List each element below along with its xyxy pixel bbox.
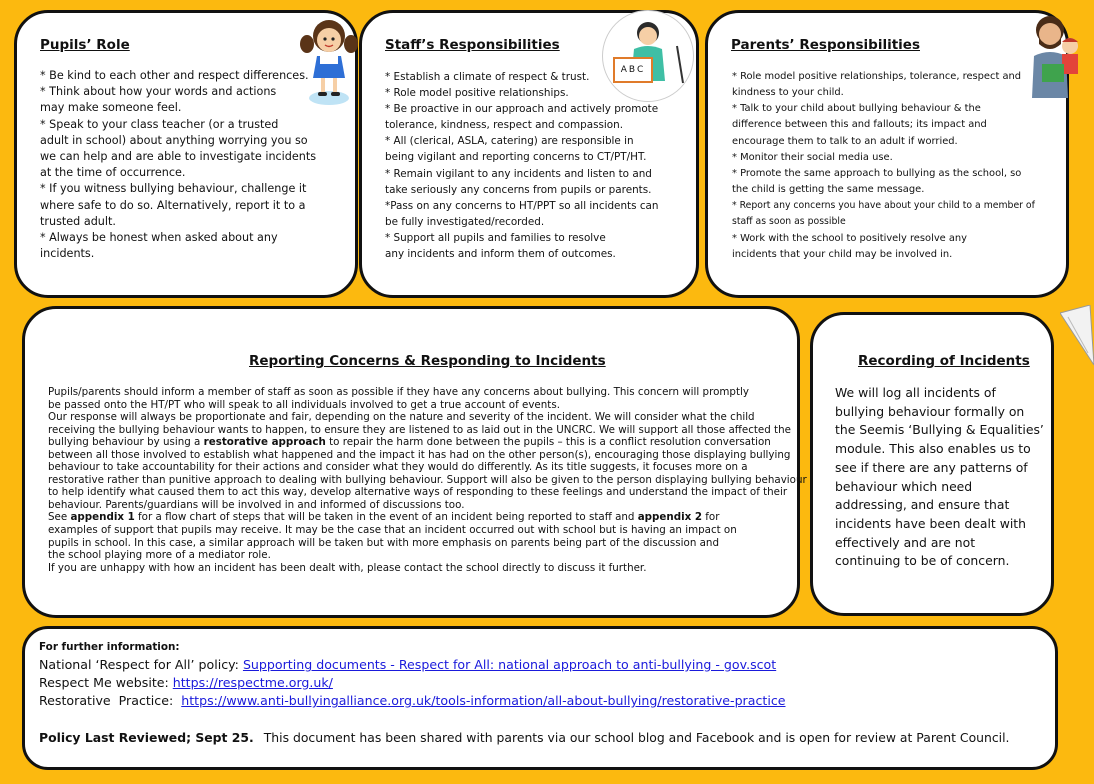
reporting-text: See [48, 511, 71, 524]
pupils-role-title: Pupils’ Role [40, 37, 130, 53]
restorative-approach-term: restorative approach [203, 436, 326, 449]
reporting-concerns-title: Reporting Concerns & Responding to Incidents [249, 353, 606, 369]
reporting-line: If you are unhappy with how an incident has been dealt with, please contact the school directly to discuss it further. [48, 561, 647, 574]
pupils-line: * Be kind to each other and respect differences. [40, 69, 309, 82]
staff-line: * Be proactive in our approach and actively promote [385, 103, 659, 116]
staff-line: * Remain vigilant to any incidents and listen to and [385, 167, 652, 180]
pupils-line: we can help and are able to investigate incidents [40, 150, 317, 164]
recording-incidents-panel [810, 312, 1054, 616]
pupils-line: * If you witness bullying behaviour, challenge it [40, 182, 307, 196]
parents-line: the child is getting the same message. [732, 184, 925, 196]
parent-child-illustration [1026, 8, 1088, 98]
recording-line: the Seemis ‘Bullying & Equalities’ [835, 422, 1044, 438]
pupils-role-list [40, 68, 316, 262]
recording-line: bullying behaviour formally on [835, 403, 1025, 419]
reporting-line: examples of support that pupils may receive. It may be the case that an incident occurred out with school but is having an impact on [48, 524, 737, 537]
staff-responsibilities-title: Staff’s Responsibilities [385, 37, 560, 53]
respectme-link[interactable]: https://respectme.org.uk/ [172, 675, 333, 690]
staff-line: be fully investigated/recorded. [385, 215, 545, 228]
abc-board: ABC [613, 57, 653, 83]
reporting-text: for a flow chart of steps that will be taken in the event of an incident being reported to staff and [134, 511, 638, 524]
respectme-row [39, 674, 786, 692]
reporting-line: restorative rather than punitive approach to dealing with bullying behaviour. Support will also be given to the person displaying bullying behaviour [48, 473, 807, 486]
parents-line: * Report any concerns you have about your child to a member of [732, 200, 1035, 212]
parents-line: kindness to your child. [732, 87, 844, 99]
staff-line: take seriously any concerns from pupils or parents. [385, 183, 652, 196]
appendix-2-reference: appendix 2 [637, 511, 703, 524]
pupils-line: * Speak to your class teacher (or a trusted [40, 117, 279, 131]
recording-line: continuing to be of concern. [835, 553, 1010, 569]
appendix-1-reference: appendix 1 [70, 511, 135, 524]
reporting-line: Pupils/parents should inform a member of staff as soon as possible if they have any concerns about bullying. This concern will promptly [48, 386, 749, 398]
policy-review-note: This document has been shared with parents via our school blog and Facebook and is open for review at Parent Council. [263, 730, 1010, 745]
parents-line: * Promote the same approach to bullying as the school, so [732, 167, 1022, 179]
staff-line: being vigilant and reporting concerns to CT/PT/HT. [385, 151, 647, 164]
policy-row [39, 656, 786, 674]
pupils-line: * Think about how your words and actions [40, 85, 277, 99]
reporting-concerns-body [48, 386, 807, 574]
teacher-illustration [602, 10, 694, 102]
recording-line: module. This also enables us to [835, 441, 1031, 457]
recording-incidents-body [835, 384, 1044, 571]
staff-line: tolerance, kindness, respect and compassion. [385, 119, 624, 132]
pupils-line: where safe to do so. Alternatively, report it to a [40, 198, 306, 212]
reporting-text: bullying behaviour by using a [48, 436, 204, 449]
paper-edge-decoration [1060, 305, 1094, 365]
pupils-line: may make someone feel. [40, 101, 182, 115]
parents-responsibilities-title: Parents’ Responsibilities [731, 37, 920, 53]
respectme-label: Respect Me website: [39, 675, 173, 690]
parents-responsibilities-panel [705, 10, 1069, 298]
policy-links-list [39, 656, 786, 710]
respect-for-all-link[interactable]: Supporting documents - Respect for All: national approach to anti-bullying - gov.scot [242, 657, 777, 672]
parents-line: difference between this and fallouts; its impact and [732, 119, 987, 131]
pupils-line: incidents. [40, 247, 95, 261]
parents-line: * Monitor their social media use. [732, 151, 893, 163]
reporting-concerns-panel [22, 306, 807, 618]
staff-line: * Role model positive relationships. [385, 87, 569, 100]
pupils-line: * Always be honest when asked about any [40, 231, 278, 245]
pupils-line: trusted adult. [40, 214, 116, 228]
reporting-text: to repair the harm done between the pupils – this is a conflict resolution conversation [325, 436, 771, 449]
parents-line: staff as soon as possible [732, 216, 846, 228]
reporting-line: behaviour. Parents/guardians will be involved in and informed of discussions too. [48, 498, 465, 511]
reporting-line: to help identify what caused them to act this way, develop alternative ways of responding to these feelings and understand the impact of their [48, 486, 788, 499]
pupils-line: adult in school) about anything worrying you so [40, 133, 308, 147]
parents-line: * Role model positive relationships, tolerance, respect and [732, 71, 1022, 82]
reporting-line: Our response will always be proportionate and fair, depending on the nature and severity of the incident. We will consider what the child [48, 411, 755, 424]
recording-line: addressing, and ensure that [835, 497, 1010, 513]
recording-line: effectively and are not [835, 534, 976, 550]
parents-line: encourage them to talk to an adult if worried. [732, 135, 958, 147]
reporting-line: pupils in school. In this case, a similar approach will be taken but with more emphasis on parents being part of the discussion and [48, 536, 719, 549]
staff-line: * All (clerical, ASLA, catering) are responsible in [385, 135, 634, 148]
staff-line: * Establish a climate of respect & trust. [385, 71, 590, 83]
policy-label: National ‘Respect for All’ policy: [39, 657, 243, 672]
parents-line: * Talk to your child about bullying behaviour & the [732, 103, 981, 115]
parents-responsibilities-list [732, 69, 1035, 263]
recording-line: see if there are any patterns of [835, 459, 1028, 475]
staff-line: *Pass on any concerns to HT/PPT so all incidents can [385, 199, 659, 212]
parents-line: * Work with the school to positively resolve any [732, 232, 968, 244]
restorative-row [39, 692, 786, 710]
reporting-line: behaviour to take accountability for their actions and consider what they would do differently. As its title suggests, it focuses more on a [48, 461, 748, 474]
reporting-line [48, 511, 807, 524]
reporting-line: be passed onto the HT/PT who will speak to all individuals involved to get a true account of events. [48, 398, 560, 411]
further-information-panel [22, 626, 1058, 770]
policy-last-reviewed: Policy Last Reviewed; Sept 25. [39, 730, 254, 745]
reporting-line [48, 436, 807, 449]
restorative-label: Restorative Practice: [39, 693, 182, 708]
pupils-line: at the time of occurrence. [40, 166, 186, 180]
reporting-line: between all those involved to establish what happened and the impact it has had on the other person(s), encouraging those displaying bullying [48, 448, 791, 461]
reporting-line: receiving the bullying behaviour wants to happen, to ensure they are listened to as laid out in the UNCRC. We will support all those affected the [48, 423, 791, 436]
staff-line: any incidents and inform them of outcomes. [385, 248, 616, 261]
recording-line: incidents have been dealt with [835, 515, 1026, 531]
further-information-heading: For further information: [39, 641, 180, 653]
policy-review-row [39, 730, 1010, 745]
pupil-girl-illustration [298, 8, 360, 108]
recording-incidents-title: Recording of Incidents [858, 353, 1030, 369]
parents-line: incidents that your child may be involved in. [732, 248, 953, 260]
restorative-practice-link[interactable]: https://www.anti-bullyingalliance.org.uk/tools-information/all-about-bullying/restorative-practice [181, 693, 786, 708]
reporting-text: for [702, 511, 720, 524]
staff-line: * Support all pupils and families to resolve [385, 231, 606, 244]
recording-line: behaviour which need [835, 478, 973, 494]
recording-line: We will log all incidents of [835, 385, 996, 400]
reporting-line: the school playing more of a mediator role. [48, 549, 271, 562]
